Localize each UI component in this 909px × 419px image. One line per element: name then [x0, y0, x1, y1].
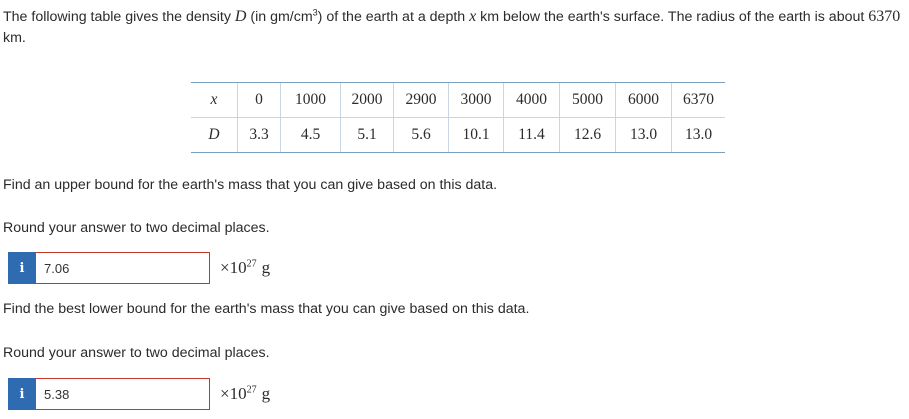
row-label-d: D	[191, 118, 238, 153]
table-cell: 3000	[449, 83, 504, 118]
variable-d: D	[234, 8, 247, 25]
table-cell: 4000	[504, 83, 560, 118]
intro-text: ) of the earth at a depth	[317, 9, 470, 25]
table-cell: 5.6	[394, 118, 449, 153]
row-label-x: x	[191, 83, 238, 118]
table-cell: 13.0	[672, 118, 726, 153]
table-cell: 11.4	[504, 118, 560, 153]
exponent: 3	[312, 7, 318, 18]
unit-grams: g	[261, 258, 271, 277]
unit-grams: g	[261, 384, 271, 403]
table-cell: 6370	[672, 83, 726, 118]
table-cell: 0	[238, 83, 281, 118]
intro-text: The following table gives the density	[3, 9, 235, 25]
table-cell: 4.5	[281, 118, 341, 153]
unit-exponent: 27	[246, 384, 257, 396]
table-cell: 2000	[341, 83, 394, 118]
round-instruction: Round your answer to two decimal places.	[3, 345, 270, 361]
table-cell: 5000	[560, 83, 616, 118]
unit-exponent: 27	[246, 258, 257, 270]
density-table	[191, 82, 725, 153]
lower-bound-input[interactable]	[36, 378, 210, 410]
info-icon[interactable]: i	[8, 252, 36, 284]
earth-radius: 6370	[868, 8, 901, 25]
intro-text: (in gm/cm	[246, 9, 313, 25]
unit-label	[220, 258, 270, 278]
intro-text: km.	[3, 30, 26, 46]
question-upper-bound: Find an upper bound for the earth's mass that you can give based on this data.	[3, 177, 498, 193]
table-cell: 2900	[394, 83, 449, 118]
table-row-d	[191, 118, 725, 153]
variable-x: x	[469, 8, 477, 25]
table-cell: 13.0	[616, 118, 672, 153]
upper-bound-input[interactable]	[36, 252, 210, 284]
table-cell: 5.1	[341, 118, 394, 153]
unit-label	[220, 384, 270, 404]
table-cell: 1000	[281, 83, 341, 118]
answer-row-lower	[8, 378, 270, 410]
table-row-x	[191, 83, 725, 118]
table-cell: 6000	[616, 83, 672, 118]
table-cell: 10.1	[449, 118, 504, 153]
intro-text: km below the earth's surface. The radius of the earth is about	[476, 9, 869, 25]
round-instruction: Round your answer to two decimal places.	[3, 220, 270, 236]
unit-times: ×10	[220, 384, 247, 403]
question-lower-bound: Find the best lower bound for the earth's mass that you can give based on this data.	[3, 301, 530, 317]
problem-statement	[3, 6, 908, 49]
table-cell: 12.6	[560, 118, 616, 153]
table-cell: 3.3	[238, 118, 281, 153]
info-icon[interactable]: i	[8, 378, 36, 410]
unit-times: ×10	[220, 258, 247, 277]
answer-row-upper	[8, 252, 270, 284]
